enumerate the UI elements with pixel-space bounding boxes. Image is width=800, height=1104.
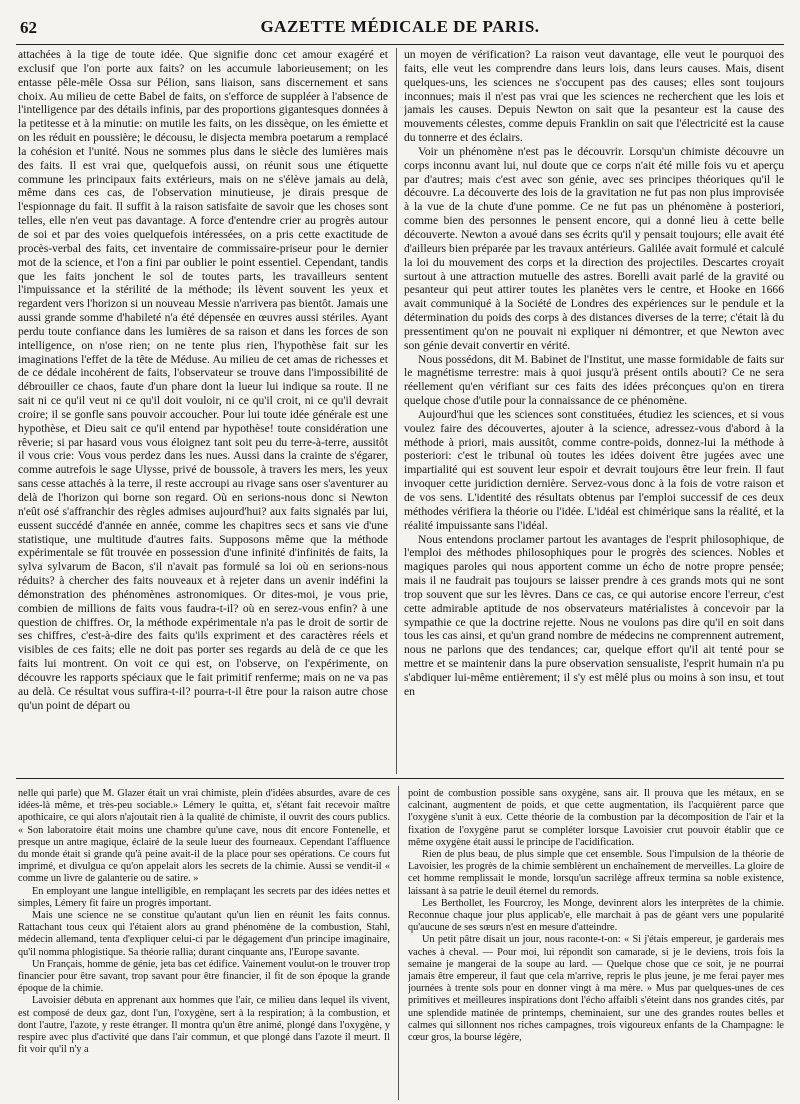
paragraph: Nous entendons proclamer partout les avantages de l'esprit philosophique, de l'emploi des méthodes philosophiques pour le progrès des sciences. Nobles et magiques paroles qui nous apportent comme un écho de notre propre pensée; mais il ne faudrait pas toujours se laisser prendre à ces grands mots qui ne sont trop souvent que sur les lèvres. Dans ce cas, ce qui autorise encore l'erreur, c'est cette admirable aptitude de nos observateurs matérialistes à concevoir par la sympathie ce que la doctrine rejette. Nous ne voulons pas dire qu'il en soit dans tous les cas ainsi, et qu'un grand nombre de médecins ne comprennent autrement, nous ne parlons que des tendances; car, quelque effort qu'il ait tenté pour se mettre et se maintenir dans la pure observation sensualiste, l'esprit humain n'a pu s'abdiquer lui-même entièrement; il s'y est mêlé plus ou moins à son insu, et tout en bbox=[404, 532, 784, 698]
paragraph: Rien de plus beau, de plus simple que cet ensemble. Sous l'impulsion de la théorie de Lavoisier, les progrès de la chimie semblèrent un enchaînement de merveilles. La gloire de cet homme remplissait le monde, lorsqu'un sacrilège affreux termina sa noble existence, laissant à sa patrie le deuil éternel du remords. bbox=[408, 849, 784, 897]
paragraph: En employant une langue intelligible, en remplaçant les secrets par des idées nettes et simples, Lémery fit faire un progrès important. bbox=[18, 885, 390, 909]
page-header bbox=[16, 16, 784, 42]
paragraph: Un petit pâtre disait un jour, nous raconte-t-on: « Si j'étais empereur, je garderais mes vaches à cheval. — Pour moi, lui répondit son camarade, si je le deviens, trois fois la semaine je mangerai de la soupe au lard. — Quelque chose que ce soit, je ne pourrai jamais être empereur, il faut que cela m'arrive, repris le plus jeune, je me ferai payer mes journées à trente sols pour en donner vingt à ma mère. » Mus par quelques-unes de ces primitives et meilleures inspirations dont l'écho affaibli s'éteint dans nos grandes cités, par une splendide matinée de printemps, cheminaient, sur une des grandes routes belles et calmes qui sillonnent nos riches campagnes, trois vigoureux enfants de la Champagne: le cœur gros, la bourse légère, bbox=[408, 934, 784, 1044]
paragraph: Voir un phénomène n'est pas le découvrir. Lorsqu'un chimiste découvre un corps inconnu avant lui, nul doute que ce corps n'ait été mille fois vu et aperçu par d'autres; mais c'est avec son génie, avec ses principes théoriques qu'il le découvre. La découverte des lois de la gravitation ne fut pas non plus improvisée à la vue de la chute d'une pomme. Ce ne fut pas un phénomène à posteriori, comme bien des personnes le pensent encore, qui a donné lieu à cette belle découverte. Newton a avoué dans ses écrits qu'il y pensait toujours; elle avait été d'ailleurs bien préparée par les travaux antérieurs. Galilée avait formulé et calculé la loi du mouvement des corps et la direction des projectiles. Descartes croyait surtout à une attraction mutuelle des astres. Borelli avait parlé de la gravité ou pesanteur qui peut attirer toutes les planètes vers le centre, et Hooke en 1666 avait communiqué à la Société de Londres des expériences sur le pendule et la détermination du poids des corps à des distances diverses de la terre; c'était là du pressentiment qu'on ne pouvait ni expliquer ni démontrer, et que Newton avec son génie devait convertir en vérité. bbox=[404, 144, 784, 352]
feuilleton-column-left bbox=[18, 788, 390, 1100]
article-column-right bbox=[404, 48, 784, 774]
paragraph: Mais une science ne se constitue qu'autant qu'un lien en réunit les faits connus. Rattachant tous ceux qui l'étaient alors au grand phénomène de la combustion, Stahl, médecin allemand, tenta d'expliquer celui-ci par le dégagement d'un principe imaginaire, qu'il nomma phlogistique. Sa théorie rallia; durant cinquante ans, l'Europe savante. bbox=[18, 910, 390, 958]
paragraph: point de combustion possible sans oxygène, sans air. Il prouva que les métaux, en se calcinant, augmentent de poids, et que cette augmentation, ils l'acquièrent parce que l'oxygène s'unit à eux. Cette théorie de la combustion par la décomposition de l'air et la fixation de l'oxygène parut se compléter lorsque Lavoisier crut pouvoir établir que ce même oxygène était aussi le principe de l'acidification. bbox=[408, 788, 784, 848]
paragraph: Les Berthollet, les Fourcroy, les Monge, devinrent alors les interprètes de la chimie. Reconnue chaque jour plus applicab'e, elle marchait à pas de géant vers une popularité qu'aucune de ses sœurs n'est en mesure d'atteindre. bbox=[408, 897, 784, 934]
paragraph: Lavoisier débuta en apprenant aux hommes que l'air, ce milieu dans lequel ils vivent, est composé de deux gaz, dont l'un, l'oxygène, sert à la respiration; à la combustion, et dont l'autre, l'azote, y reste étranger. Il montra qu'un être animé, plongé dans l'oxygène, y respire avec plus d'activité que dans l'air commun, et que plongé dans l'azote il meurt. Il fit voir qu'il n'y a bbox=[18, 995, 390, 1056]
paragraph: un moyen de vérification? La raison veut davantage, elle veut le pourquoi des faits, elle veut les comprendre dans leurs lois, dans leurs causes. Mais, disent quelques-uns, les sciences ne s'occupent pas des causes; elles sont toujours inconnues; mais il n'est pas vrai que les sciences ne recherchent que les lois et jamais les causes. Depuis Newton on sait que la pesanteur est la cause des mouvements célestes, comme depuis Franklin on sait que l'électricité est la cause du tonnerre et des éclairs. bbox=[404, 48, 784, 145]
column-divider bbox=[396, 48, 397, 774]
header-rule bbox=[16, 44, 784, 45]
feuilleton-rule bbox=[16, 778, 784, 779]
journal-title: GAZETTE MÉDICALE DE PARIS. bbox=[260, 17, 540, 36]
paragraph: Aujourd'hui que les sciences sont constituées, étudiez les sciences, et si vous voulez faire des découvertes, ajouter à la science, adressez-vous d'abord à la méthode à priori, mais aussitôt, comme contre-poids, donnez-lui la méthode à posteriori: c'est le tribunal où toutes les idées doivent être jugées avec une impartialité qui est souvent leur espoir et devrait toujours être leur frein. Il faut invoquer cette juridiction dernière. Servez-vous donc à la fois de votre raison et de vos sens. L'identité des résultats obtenus par l'emploi successif de ces deux méthodes vérifiera la théorie ou l'idée. L'idéal est chimérique sans la réalité, et la réalité impuissante sans l'idéal. bbox=[404, 407, 784, 532]
feuilleton-column-right bbox=[408, 788, 784, 1100]
paragraph: Un Français, homme de génie, jeta bas cet édifice. Vainement voulut-on le trouver trop financier pour être savant, trop savant pour être financier, il fit de son époque la grande époque de la chimie. bbox=[18, 958, 390, 995]
paragraph: attachées à la tige de toute idée. Que signifie donc cet amour exagéré et exclusif que l'on porte aux faits? on les accumule laborieusement; on les entasse pêle-mêle Ossa sur Pélion, sans liaison, sans discernement et sans choix. Au milieu de cette Babel de faits, on s'efforce de suppléer à l'absence de l'intelligence par des détails infinis, par des proportions gigantesques données à la petitesse et à la minutie: on mutile les faits, on les dissèque, on les émiette et on les réduit en poussière; le décousu, le disjecta membra poetarum a remplacé la cohésion et l'unité. Nous ne sommes plus dans le siècle des lumières mais des faits. Il est vrai que, quelquefois aussi, on réunit sous une étiquette commune les principaux faits extérieurs, mais on ne s'élève jamais au delà, même dans ces cas, de l'observation minutieuse, je dirais presque de l'espionnage du fait. Il suffit à la raison satisfaite de savoir que les choses sont telles, elle n'en veut pas davantage. A force d'entendre crier au progrès autour de soi et par des voies quelquefois intéressées, on a pris cette exactitude de procès-verbal des faits, cet inventaire de commissaire-priseur pour le dernier mot de la science, et l'on a fini par oublier le point essentiel. Cependant, tandis que les faits jonchent le sol de toutes parts, les travailleurs sentent l'impuissance et la stérilité de la méthode; ils lèvent souvent les yeux et regardent vers l'horizon si un nouveau Messie n'arrivera pas bientôt. Jamais une aussi grande somme d'habileté n'a été dépensée en œuvres aussi stériles. Ayant perdu toute confiance dans les lumières de sa raison et dans les forces de son intelligence, on n'ose rien; on ne tente plus rien, l'hypothèse fait sur les imaginations l'effet de la tête de Méduse. Au milieu de cet amas de richesses et de ce dédale incohérent de faits, l'observateur se trouve dans l'impossibilité de débrouiller ce chaos, faute d'un phare dont la lueur lui indique sa route. Il ne sait ni ce qu'il veut ni ce qu'il doit vouloir, ni ce qu'il croit, ni ce qu'il devrait croire; il se gonfle sans pouvoir accoucher. Pour lui toute idée générale est une hypothèse, et Dieu sait ce qu'il entend par hypothèse! toute considération une rêverie; si par hasard vous vous éloignez tant soit peu du terre-à-terre, aussitôt il vous crie: Vous vous perdez dans les nues. Aussi dans la crainte de s'égarer, comme autrefois le sage Ulysse, privé de boussole, à travers les mers, les yeux sans cesse attachés à la terre, il reste accroupi au rivage sans oser s'aventurer au delà de l'horizon qui borne son regard. Où en serions-nous donc si Newton n'eût osé s'affranchir des règles admises aujourd'hui? aux faits signalés par lui, eussent succédé d'année en année, comme les chapitres secs et sans vie d'une statistique, une multitude d'autres faits. Supposons même que la méthode expérimentale se fût trouvée en possession d'une infinité d'infinités de faits, la sylva sylvarum de Bacon, s'il n'avait pas formulé sa loi où en serions-nous réduits? à chercher des faits nouveaux et à rejeter dans un avenir indéfini la démonstration des phénomènes astronomiques. Or dites-moi, je vous prie, combien de millions de faits vous faudra-t-il? où en serez-vous enfin? à une question de chiffres. Or, la méthode expérimentale n'a pas le droit de sortir de ses chiffres, c'est-à-dire des faits qu'ils expriment et des caractères réels et visibles de ces faits; elle ne doit pas porter ses regards au delà de ce que les faits lui montrent. On voit ce qui est, on l'observe, on l'expérimente, on découvre les rapports spéciaux que le fait primitif renferme; mais on ne va pas au delà. Ce résultat vous suffira-t-il? pourra-t-il être pour la raison autre chose qu'un point de départ ou bbox=[18, 48, 388, 712]
paragraph: nelle qui parle) que M. Glazer était un vrai chimiste, plein d'idées absurdes, avare de ces idées-là même, et très-peu sociable.» Lémery le quitta, et, s'étant fait recevoir maître apothicaire, ce qui alors n'ajoutait rien à la qualité de chimiste, il ouvrit des cours publics. « Son laboratoire était moins une chambre qu'une cave, nous dit encore Fontenelle, et presque un antre magique, éclairé de la seule lueur des fourneaux. Cependant l'affluence du monde était si grande qu'à peine avait-il de la place pour ses opérations. Ce cours fut imprimé, et divulgua ce qu'on appelait alors les secrets de la chimie. Aussi se vendit-il « comme un livre de galanterie ou de satire. » bbox=[18, 788, 390, 885]
page-number: 62 bbox=[20, 18, 37, 37]
paragraph: Nous possédons, dit M. Babinet de l'Institut, une masse formidable de faits sur le magnétisme terrestre: mais à quoi jusqu'à présent ontils abouti? Ce ne sera réellement qu'en vérifiant sur ces faits des idées préconçues qu'on en tirera quelque chose d'utile pour la connaissance de ce phénomène. bbox=[404, 352, 784, 408]
article-column-left bbox=[18, 48, 388, 774]
feuilleton-divider bbox=[398, 786, 399, 1100]
